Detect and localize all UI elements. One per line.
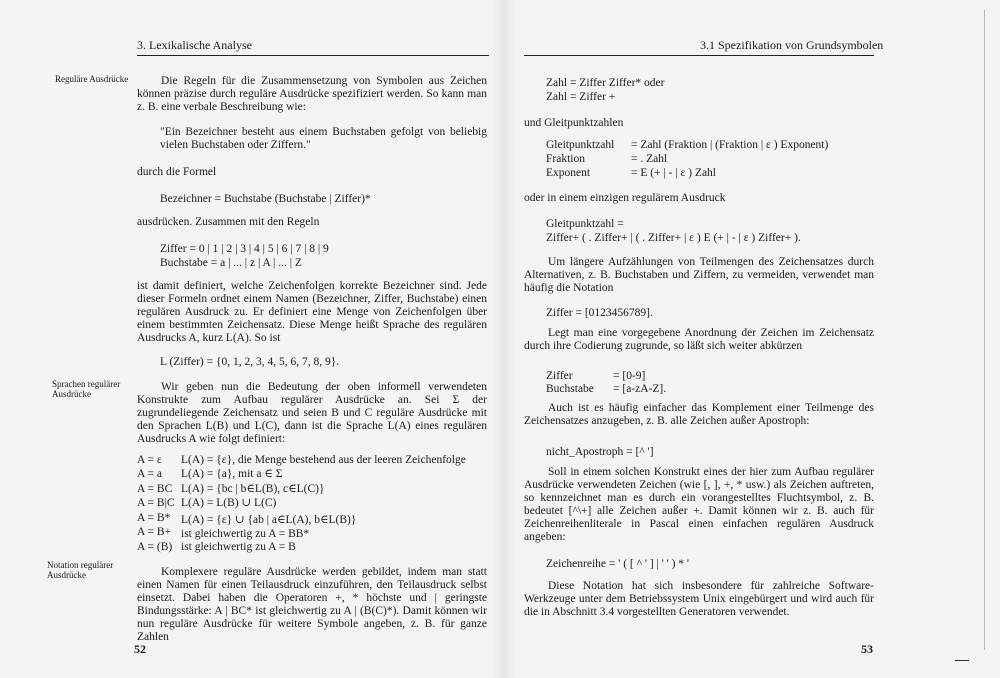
range-def-lhs: Buchstabe	[546, 383, 594, 395]
left-paragraph-definition: ist damit definiert, welche Zeichenfolgen korrekte Bezeichner sind. Jede dieser Formeln ordnet einem Namen (Bezeichner, Ziffer, Buchstabe) einen regulären Ausdruck zu. Er definiert eine Menge von Zeichenfolgen über einem bestimmten Zeichensatz. Diese Menge heißt Sprache des regulären Ausdrucks A, kurz L(A). So ist	[137, 280, 487, 344]
definition-rhs: L(A) = L(B) ∪ L(C)	[181, 497, 277, 509]
l-ziffer-set: L (Ziffer) = {0, 1, 2, 3, 4, 5, 6, 7, 8, 9}.	[160, 356, 340, 368]
formel-intro: durch die Formel	[137, 166, 217, 178]
rules-intro: ausdrücken. Zusammen mit den Regeln	[137, 216, 320, 228]
float-def-rhs: = Zahl (Fraktion | (Fraktion | ε ) Exponent)	[631, 139, 829, 151]
left-paragraph-intro: Die Regeln für die Zusammensetzung von Symbolen aus Zeichen können präzise durch reguläre Ausdrücke spezifiziert werden. So kann man z. B. eine verbale Beschreibung wie:	[137, 75, 487, 113]
definition-rhs: L(A) = {ε}, die Menge bestehend aus der leeren Zeichenfolge	[181, 454, 466, 466]
definition-lhs: A = BC	[137, 483, 173, 495]
margin-note-notation: Notation regulärer Ausdrücke	[47, 560, 114, 580]
right-paragraph-alternatives: Um längere Aufzählungen von Teilmengen des Zeichensatzes durch Alternativen, z. B. Buchstaben und Ziffern, zu vermeiden, verwendet man häufig die Notation	[524, 256, 874, 294]
left-paragraph-semantics: Wir geben nun die Bedeutung der oben informell verwendeten Konstrukte zum Aufbau regulärer Ausdrücke an. Sei Σ der zugrundeliegende Zeichensatz und seien B und C reguläre Ausdrücke mit den Sprachen L(B) und L(C), dann ist die Sprache L(A) eines regulären Ausdrucks A wie folgt definiert:	[137, 381, 487, 445]
range-def-rhs: = [a-zA-Z].	[613, 383, 667, 395]
bezeichner-formula: Bezeichner = Buchstabe (Buchstabe | Ziffer)*	[160, 193, 371, 205]
bezeichner-quote: "Ein Bezeichner besteht aus einem Buchstaben gefolgt von beliebig vielen Buchstaben oder Ziffern."	[160, 126, 487, 151]
float-intro: und Gleitpunktzahlen	[524, 117, 624, 129]
margin-note-languages: Sprachen regulärer Ausdrücke	[52, 379, 121, 399]
zeichenreihe-notation: Zeichenreihe = ' ( [ ^ ' ] | ' ' ) * '	[546, 558, 690, 570]
corner-mark	[955, 660, 969, 661]
float-definitions	[546, 139, 876, 181]
ziffer-rule: Ziffer = 0 | 1 | 2 | 3 | 4 | 5 | 6 | 7 | 8 | 9	[160, 243, 329, 255]
range-definitions	[546, 370, 746, 398]
ziffer-set-notation: Ziffer = [0123456789].	[546, 307, 653, 319]
float-def-rhs: = . Zahl	[631, 153, 668, 165]
single-expression-intro: oder in einem einzigen regulärem Ausdruck	[524, 192, 726, 204]
single-expression-line-2: Ziffer+ ( . Ziffer+ | ( . Ziffer+ | ε ) E (+ | - | ε ) Ziffer+ ).	[546, 232, 801, 244]
definition-lhs: A = B*	[137, 512, 171, 524]
nicht-apostroph-notation: nicht_Apostroph = [^ ']	[546, 446, 654, 458]
right-page-number: 53	[861, 642, 873, 656]
left-running-header: 3. Lexikalische Analyse	[137, 38, 252, 52]
float-def-rhs: = E (+ | - | ε ) Zahl	[631, 167, 716, 179]
definition-rhs: L(A) = {a}, mit a ∈ Σ	[181, 468, 283, 480]
float-def-lhs: Fraktion	[546, 153, 585, 165]
range-def-lhs: Ziffer	[546, 370, 573, 382]
definition-rhs: L(A) = {bc | b∈L(B), c∈L(C)}	[181, 483, 325, 495]
definition-rhs: ist gleichwertig zu A = BB*	[181, 528, 310, 540]
definition-lhs: A = B+	[137, 526, 172, 538]
definition-lhs: A = a	[137, 468, 163, 480]
zahl-line-1: Zahl = Ziffer Ziffer* oder	[546, 77, 665, 89]
buchstabe-rule: Buchstabe = a | ... | z | A | ... | Z	[160, 257, 302, 269]
single-expression-line-1: Gleitpunktzahl =	[546, 218, 624, 230]
left-page-number: 52	[134, 642, 146, 656]
float-def-lhs: Gleitpunktzahl	[546, 139, 615, 151]
left-header-rule	[137, 55, 489, 56]
book-spine-shadow	[492, 0, 516, 678]
margin-note-regular: Reguläre Ausdrücke	[55, 74, 129, 84]
left-paragraph-complex: Komplexere reguläre Ausdrücke werden gebildet, indem man statt einen Namen für einen Teilausdruck einzuführen, den Teilausdruck selbst einsetzt. Dabei haben die Operatoren +, * höchste und | geringste Bindungsstärke: A | BC* ist gleichwertig zu A | (B(C)*). Damit können wir nun reguläre Ausdrücke für weitere Symbole angeben, z. B. für ganze Zahlen	[137, 566, 487, 643]
right-running-header: 3.1 Spezifikation von Grundsymbolen	[700, 38, 884, 52]
definition-rhs: L(A) = {ε} ∪ {ab | a∈L(A), b∈L(B)}	[181, 514, 357, 526]
right-paragraph-complement: Auch ist es häufig einfacher das Komplement einer Teilmenge des Zeichensatzes anzugeben, z. B. alle Zeichen außer Apostroph:	[524, 402, 874, 427]
definitions-list	[137, 454, 489, 558]
zahl-line-2: Zahl = Ziffer +	[546, 91, 616, 103]
definition-rhs: ist gleichwertig zu A = B	[181, 541, 296, 553]
definition-lhs: A = ε	[137, 454, 162, 466]
right-paragraph-escape: Soll in einem solchen Konstrukt eines der hier zum Aufbau regulärer Ausdrücke verwendeten Zeichen (wie [, ], +, * usw.) als Zeichen auftreten, so kennzeichnet man es durch ein vorangestelltes Fluchtsymbol, z. B. bedeutet [^\+] alle Zeichen außer +. Damit können wir z. B. auch für Zeichenreihenliterale in Pascal einen einfachen regulären Ausdruck angeben:	[524, 466, 874, 543]
right-edge-mark	[984, 10, 985, 650]
right-header-rule	[524, 55, 874, 56]
right-paragraph-unix: Diese Notation hat sich insbesondere für zahlreiche Software-Werkzeuge unter dem Betriebssystem Unix eingebürgert und wird auch für die in Abschnitt 3.4 vorgestellten Generatoren verwendet.	[524, 580, 874, 618]
float-def-lhs: Exponent	[546, 167, 591, 179]
definition-lhs: A = B|C	[137, 497, 175, 509]
definition-lhs: A = (B)	[137, 541, 173, 553]
right-paragraph-ordering: Legt man eine vorgegebene Anordnung der Zeichen im Zeichensatz durch ihre Codierung zugrunde, so läßt sich weiter abkürzen	[524, 327, 874, 352]
range-def-rhs: = [0-9]	[613, 370, 646, 382]
